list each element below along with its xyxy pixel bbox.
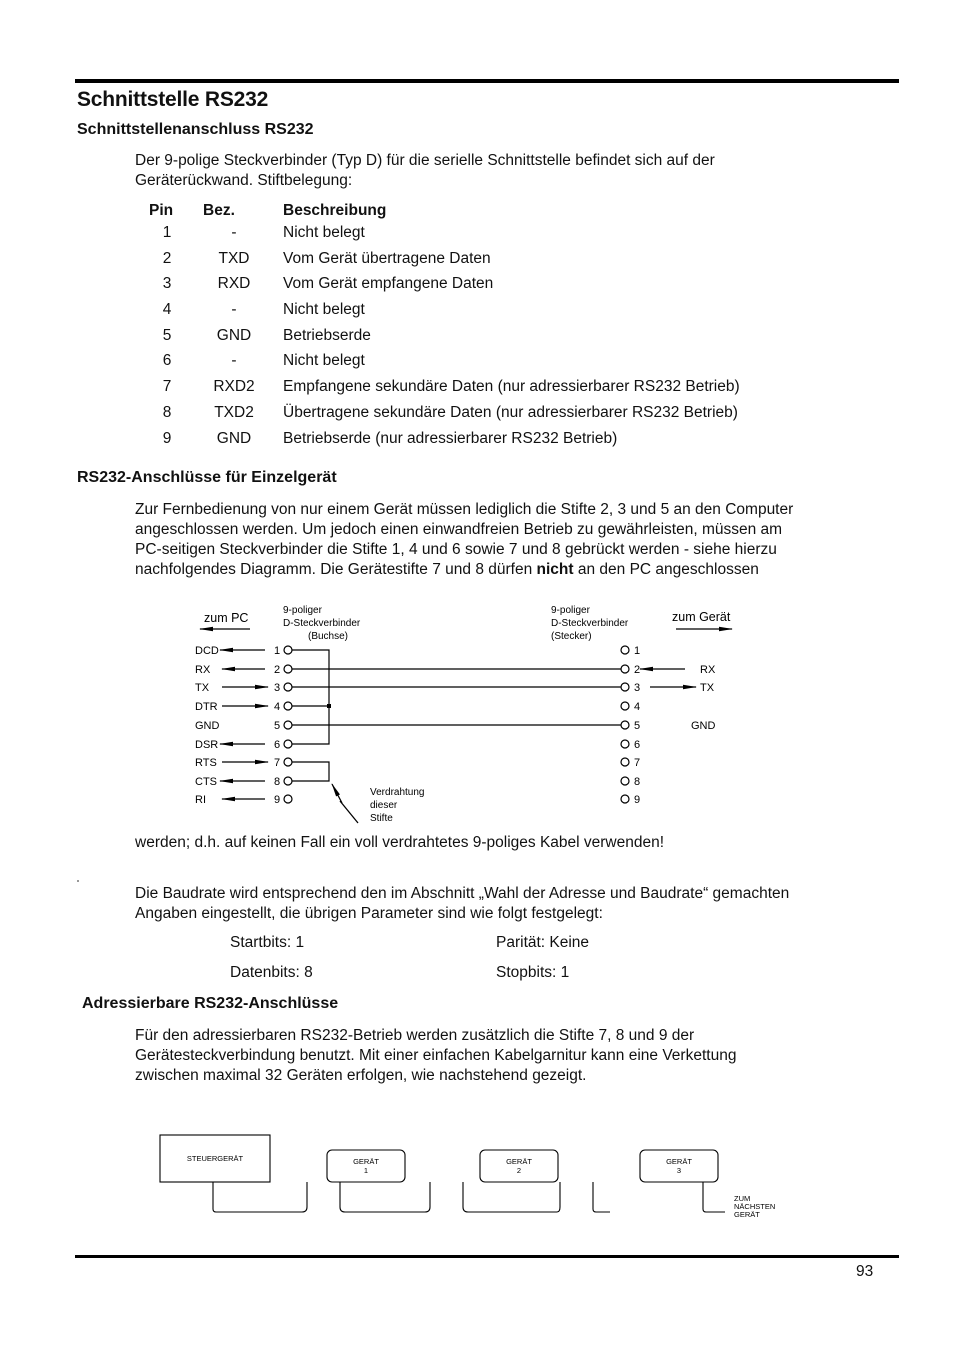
pin-circle — [284, 740, 292, 748]
signal-label: DSR — [195, 739, 219, 751]
pin-number: 7 — [274, 757, 281, 769]
next-device-label: ZUM — [734, 1194, 751, 1203]
pin-circle — [284, 683, 292, 691]
pin-circle — [284, 665, 292, 673]
pin-cell: 5 — [162, 327, 172, 344]
table-row — [0, 301, 954, 327]
pin-number: 4 — [634, 701, 641, 713]
bottom-rule — [75, 1255, 899, 1258]
paragraph-line: Gerätesteckverbindung benutzt. Mit einer einfachen Kabelgarnitur kann eine Verkettung — [135, 1047, 737, 1064]
pin-cell: 6 — [162, 352, 172, 369]
col-header-bez: Bez. — [203, 202, 235, 219]
bez-cell: GND — [216, 327, 252, 344]
pin-number: 1 — [634, 645, 641, 657]
pin-circle — [621, 777, 629, 785]
table-row — [0, 224, 954, 250]
bez-cell: GND — [216, 430, 252, 447]
signal-label: CTS — [195, 776, 217, 788]
paragraph-line: Die Baudrate wird entsprechend den im Abschnitt „Wahl der Adresse und Baudrate“ gemachten — [135, 885, 790, 902]
note-label: Verdrahtung — [370, 787, 425, 798]
pin-circle — [621, 721, 629, 729]
stray-mark — [77, 880, 79, 882]
pin-number: 6 — [634, 739, 641, 751]
table-row — [0, 404, 954, 430]
arrow-note-icon — [332, 784, 342, 803]
pin-circle — [284, 702, 292, 710]
pin-number: 3 — [634, 682, 641, 694]
pin-circle — [284, 758, 292, 766]
pin-circle — [621, 683, 629, 691]
note-label: Stifte — [370, 813, 393, 824]
signal-label: RTS — [195, 757, 217, 769]
paragraph-line: Für den adressierbaren RS232-Betrieb werden zusätzlich die Stifte 7, 8 und 9 der — [135, 1027, 695, 1044]
table-row — [0, 275, 954, 301]
pin-cell: 9 — [162, 430, 172, 447]
right-connector-label: D-Steckverbinder — [551, 618, 629, 629]
device-label: GERÄT — [666, 1157, 692, 1166]
section-heading-single-device: RS232-Anschlüsse für Einzelgerät — [77, 469, 337, 486]
param-datenbits: Datenbits: 8 — [230, 964, 313, 981]
param-stopbits: Stopbits: 1 — [496, 964, 570, 981]
pin-number: 7 — [634, 757, 641, 769]
top-rule — [75, 79, 899, 83]
right-direction-label: zum Gerät — [672, 610, 731, 624]
pin-circle — [284, 795, 292, 803]
pin-cell: 4 — [162, 301, 172, 318]
pin-cell: 1 — [162, 224, 172, 241]
addressable-paragraph — [135, 1026, 895, 1086]
desc-cell: Betriebserde — [283, 327, 371, 344]
bez-cell: TXD — [218, 250, 250, 267]
controller-label: STEUERGERÄT — [186, 1154, 244, 1163]
signal-label: RX — [700, 664, 716, 676]
col-header-desc: Beschreibung — [283, 202, 387, 219]
intro-line: Der 9-polige Steckverbinder (Typ D) für die serielle Schnittstelle befindet sich auf der — [135, 152, 715, 169]
pin-cell: 3 — [162, 275, 172, 292]
text-run: nachfolgendes Diagramm. Die Gerätestifte 7 und 8 dürfen — [135, 561, 537, 578]
param-startbits: Startbits: 1 — [230, 934, 305, 951]
pin-number: 2 — [634, 664, 641, 676]
table-row — [0, 430, 954, 456]
pin-number: 9 — [634, 794, 641, 806]
pin-number: 1 — [274, 645, 281, 657]
note-label: dieser — [370, 800, 398, 811]
bez-cell: RXD — [217, 275, 251, 292]
device-label: GERÄT — [506, 1157, 532, 1166]
pin-number: 5 — [634, 720, 641, 732]
bez-cell: - — [231, 352, 237, 369]
desc-cell: Betriebserde (nur adressierbarer RS232 Betrieb) — [283, 430, 618, 447]
bez-cell: - — [231, 301, 237, 318]
paragraph-line: PC-seitigen Steckverbinder die Stifte 1, 4 und 6 sowie 7 und 8 gebrückt werden - siehe hierzu — [135, 541, 777, 558]
next-device-label: GERÄT — [734, 1210, 760, 1219]
paragraph-line: Zur Fernbedienung von nur einem Gerät müssen lediglich die Stifte 2, 3 und 5 an den Computer — [135, 501, 794, 518]
text-run: an den PC angeschlossen — [573, 561, 759, 578]
pin-circle — [284, 721, 292, 729]
pin-number: 6 — [274, 739, 281, 751]
pin-circle — [621, 740, 629, 748]
wires — [292, 650, 621, 781]
left-connector-label: D-Steckverbinder — [283, 618, 361, 629]
paragraph-line: Angaben eingestellt, die übrigen Parameter sind wie folgt festgelegt: — [135, 905, 603, 922]
signal-label: TX — [700, 682, 715, 694]
desc-cell: Nicht belegt — [283, 301, 365, 318]
device-label: GERÄT — [353, 1157, 379, 1166]
signal-label: GND — [691, 720, 716, 732]
page-number: 93 — [856, 1263, 874, 1280]
param-paritaet: Parität: Keine — [496, 934, 590, 951]
desc-cell: Nicht belegt — [283, 224, 365, 241]
baudrate-paragraph — [135, 884, 895, 924]
warning-line: werden; d.h. auf keinen Fall ein voll verdrahtetes 9-poliges Kabel verwenden! — [135, 834, 665, 851]
page-title: Schnittstelle RS232 — [77, 88, 269, 111]
daisy-chain-diagram — [150, 1125, 800, 1225]
paragraph-line: zwischen maximal 32 Geräten erfolgen, wie nachstehend gezeigt. — [135, 1067, 587, 1084]
bez-cell: - — [231, 224, 237, 241]
device-number: 2 — [516, 1166, 522, 1175]
bez-cell: TXD2 — [214, 404, 254, 421]
paragraph-line — [135, 560, 895, 580]
bez-cell: RXD2 — [213, 378, 255, 395]
signal-label: GND — [195, 720, 220, 732]
signal-label: RX — [195, 664, 211, 676]
table-row — [0, 327, 954, 353]
pin-number: 5 — [274, 720, 281, 732]
left-direction-label: zum PC — [204, 611, 249, 625]
signal-label: RI — [195, 794, 206, 806]
single-device-paragraph — [135, 500, 895, 580]
left-connector-label: (Buchse) — [308, 631, 349, 642]
pin-number: 9 — [274, 794, 281, 806]
emphasis-nicht: nicht — [536, 561, 574, 578]
left-connector-label: 9-poliger — [283, 605, 322, 616]
next-device-label: NÄCHSTEN — [734, 1202, 776, 1211]
pin-number: 8 — [274, 776, 281, 788]
pin-number: 2 — [274, 664, 281, 676]
right-connector-label: (Stecker) — [551, 631, 592, 642]
desc-cell: Nicht belegt — [283, 352, 365, 369]
pin-circle — [621, 646, 629, 654]
signal-label: TX — [195, 682, 210, 694]
device-number: 1 — [363, 1166, 369, 1175]
pin-circle — [621, 758, 629, 766]
desc-cell: Vom Gerät übertragene Daten — [283, 250, 491, 267]
pin-circle — [621, 702, 629, 710]
signal-label: DTR — [195, 701, 218, 713]
pin-cell: 2 — [162, 250, 172, 267]
paragraph-line: angeschlossen werden. Um jedoch einen einwandfreien Betrieb zu gewährleisten, müssen am — [135, 521, 783, 538]
intro-line: Geräterückwand. Stiftbelegung: — [135, 172, 353, 189]
pin-circle — [284, 777, 292, 785]
pin-circle — [621, 665, 629, 673]
chain-cables — [213, 1182, 725, 1212]
pin-number: 3 — [274, 682, 281, 694]
table-row — [0, 352, 954, 378]
signal-label: DCD — [195, 645, 219, 657]
desc-cell: Empfangene sekundäre Daten (nur adressierbarer RS232 Betrieb) — [283, 378, 740, 395]
desc-cell: Vom Gerät empfangene Daten — [283, 275, 494, 292]
table-row — [0, 378, 954, 404]
desc-cell: Übertragene sekundäre Daten (nur adressierbarer RS232 Betrieb) — [283, 404, 738, 421]
pin-number: 8 — [634, 776, 641, 788]
col-header-pin: Pin — [149, 202, 174, 219]
table-row — [0, 250, 954, 276]
pin-cell: 8 — [162, 404, 172, 421]
pin-circle — [621, 795, 629, 803]
right-connector-label: 9-poliger — [551, 605, 590, 616]
junction-dot — [327, 704, 331, 708]
pin-circle — [284, 646, 292, 654]
pin-cell: 7 — [162, 378, 172, 395]
section-heading-addressable: Adressierbare RS232-Anschlüsse — [82, 995, 339, 1012]
intro-paragraph — [135, 151, 895, 191]
device-number: 3 — [676, 1166, 682, 1175]
pin-number: 4 — [274, 701, 281, 713]
rs232-wiring-diagram — [180, 595, 760, 830]
section-heading-connector: Schnittstellenanschluss RS232 — [77, 121, 314, 138]
